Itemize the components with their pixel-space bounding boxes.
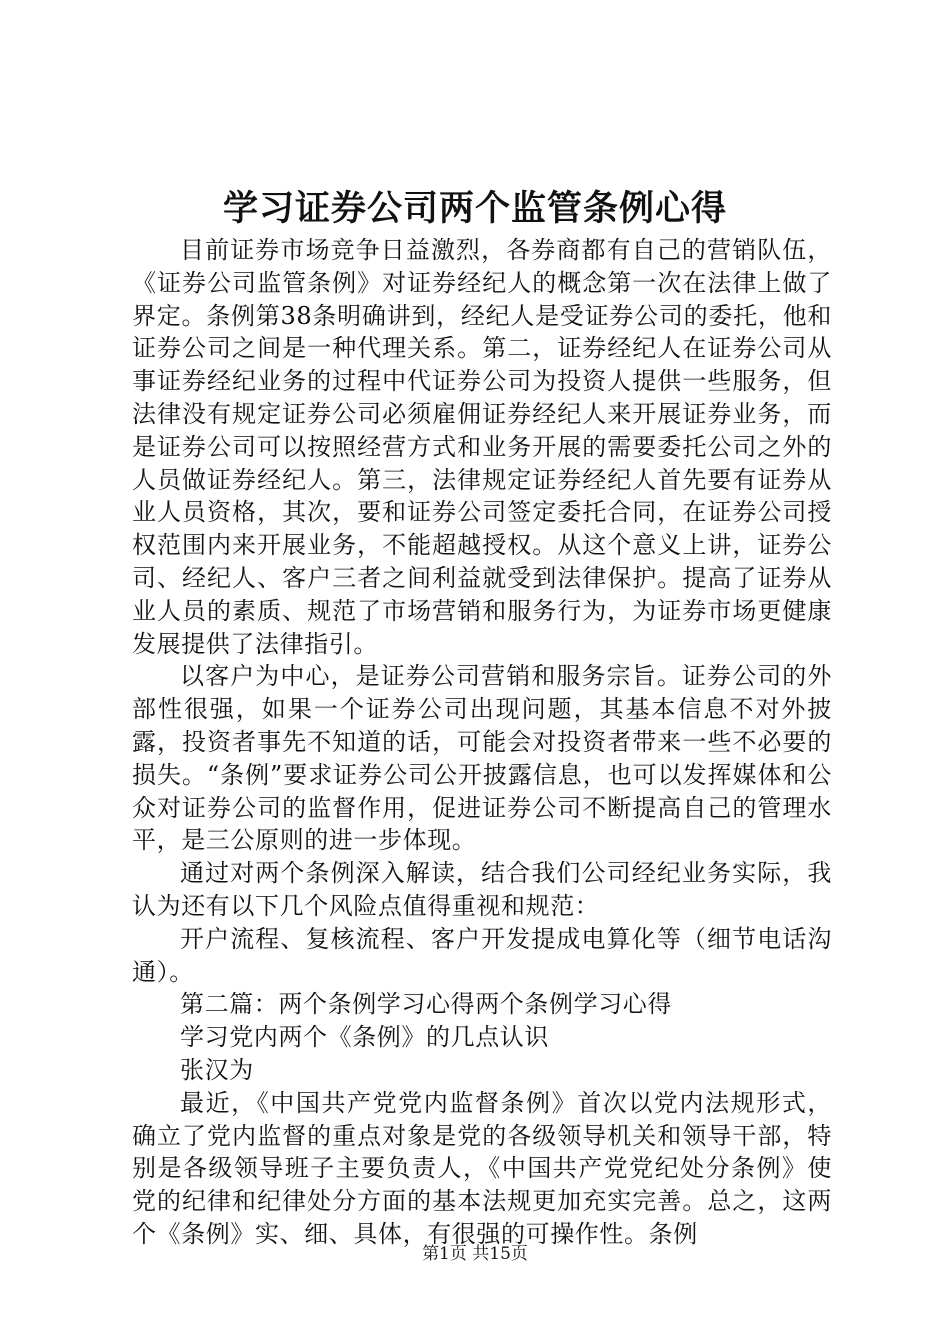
document-body xyxy=(132,234,832,1251)
paragraph: 目前证券市场竞争日益激烈，各券商都有自己的营销队伍，《证券公司监管条例》对证券经纪人的概念第一次在法律上做了界定。条例第38条明确讲到，经纪人是受证券公司的委托，他和证券公司之间是一种代理关系。第二，证券经纪人在证券公司从事证券经纪业务的过程中代证券公司为投资人提供一些服务，但法律没有规定证券公司必须雇佣证券经纪人来开展证券业务，而是证券公司可以按照经营方式和业务开展的需要委托公司之外的人员做证券经纪人。第三，法律规定证券经纪人首先要有证券从业人员资格，其次，要和证券公司签定委托合同，在证券公司授权范围内来开展业务，不能超越授权。从这个意义上讲，证券公司、经纪人、客户三者之间利益就受到法律保护。提高了证券从业人员的素质、规范了市场营销和服务行为，为证券市场更健康发展提供了法律指引。 xyxy=(132,236,832,658)
paragraph: 最近，《中国共产党党内监督条例》首次以党内法规形式，确立了党内监督的重点对象是党的各级领导机关和领导干部，特别是各级领导班子主要负责人，《中国共产党党纪处分条例》使党的纪律和纪律处分方面的基本法规更加充实完善。总之，这两个《条例》实、细、具体，有很强的可操作性。条例 xyxy=(132,1088,832,1248)
author-name: 张汉为 xyxy=(180,1055,254,1084)
paragraph: 以客户为中心，是证券公司营销和服务宗旨。证券公司的外部性很强，如果一个证券公司出现问题，其基本信息不对外披露，投资者事先不知道的话，可能会对投资者带来一些不必要的损失。“条例”要求证券公司公开披露信息，也可以发挥媒体和公众对证券公司的监督作用，促进证券公司不断提高自己的管理水平，是三公原则的进一步体现。 xyxy=(132,662,832,855)
paragraph: 开户流程、复核流程、客户开发提成电算化等（细节电话沟通）。 xyxy=(132,924,832,986)
page-number-footer: 第1页 共15页 xyxy=(422,1244,528,1264)
document-title: 学习证券公司两个监管条例心得 xyxy=(222,188,727,229)
section-heading: 第二篇：两个条例学习心得两个条例学习心得 xyxy=(180,990,672,1019)
article-title: 学习党内两个《条例》的几点认识 xyxy=(180,1023,549,1052)
paragraph: 通过对两个条例深入解读，结合我们公司经纪业务实际，我认为还有以下几个风险点值得重视和规范： xyxy=(132,859,832,920)
